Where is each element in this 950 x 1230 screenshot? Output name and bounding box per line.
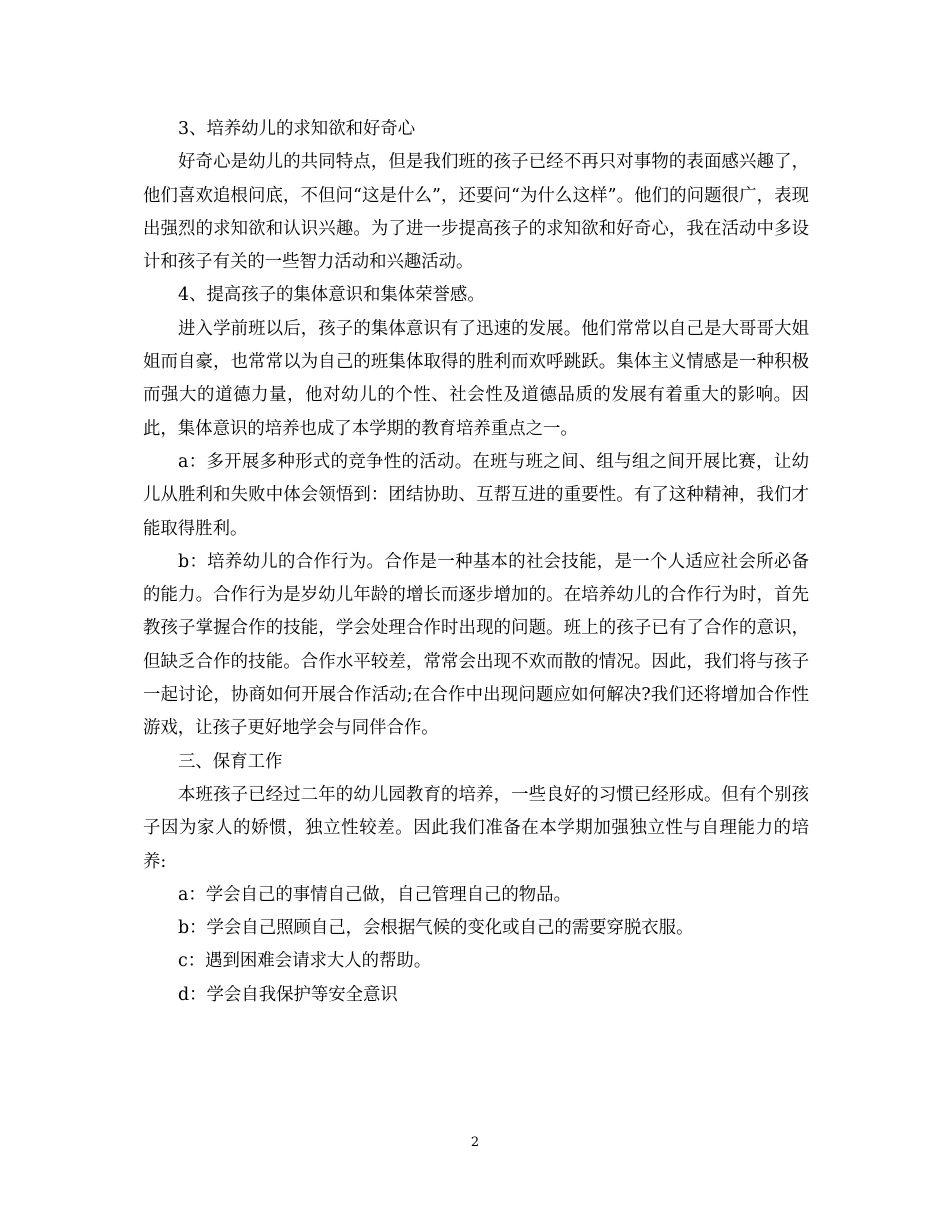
document-body: [143, 113, 809, 1012]
item-b-self-care: b：学会自己照顾自己，会根据气候的变化或自己的需要穿脱衣服。: [178, 918, 694, 939]
item-b-cooperation: b：培养幼儿的合作行为。合作是一种基本的社会技能，是一个人适应社会所必备的能力。合作行为是岁幼儿年龄的增长而逐步增加的。在培养幼儿的合作行为时，首先教孩子掌握合作的技能，学会处理合作时出现的问题。班上的孩子已有了合作的意识，但缺乏合作的技能。合作水平较差，常常会出现不欢而散的情况。因此，我们将与孩子一起讨论，协商如何开展合作活动;在合作中出现问题应如何解决?我们还将增加合作性游戏，让孩子更好地学会与同伴合作。: [143, 551, 809, 739]
item-a-competition: a：多开展多种形式的竞争性的活动。在班与班之间、组与组之间开展比赛，让幼儿从胜利和失败中体会领悟到：团结协助、互帮互进的重要性。有了这种精神，我们才能取得胜利。: [143, 451, 809, 539]
page-number: 2: [470, 1135, 480, 1150]
item-d-safety: d：学会自我保护等安全意识: [178, 984, 398, 1005]
item-c-ask-help: c：遇到困难会请求大人的帮助。: [178, 951, 432, 972]
paragraph-care-work: 本班孩子已经过二年的幼儿园教育的培养，一些良好的习惯已经形成。但有个别孩子因为家人的娇惯，独立性较差。因此我们准备在本学期加强独立性与自理能力的培养:: [143, 784, 809, 872]
heading-curiosity: 3、培养幼儿的求知欲和好奇心: [178, 119, 416, 139]
paragraph-curiosity: 好奇心是幼儿的共同特点，但是我们班的孩子已经不再只对事物的表面感兴趣了，他们喜欢追根问底，不但问“这是什么”，还要问“为什么这样”。他们的问题很广，表现出强烈的求知欲和认识兴趣。为了进一步提高孩子的求知欲和好奇心，我在活动中多设计和孩子有关的一些智力活动和兴趣活动。: [143, 152, 809, 273]
heading-care-work: 三、保育工作: [178, 751, 283, 772]
paragraph-collective-awareness: 进入学前班以后，孩子的集体意识有了迅速的发展。他们常常以自己是大哥哥大姐姐而自豪，也常常以为自己的班集体取得的胜利而欢呼跳跃。集体主义情感是一种积极而强大的道德力量，他对幼儿的个性、社会性及道德品质的发展有着重大的影响。因此，集体意识的培养也成了本学期的教育培养重点之一。: [143, 318, 809, 439]
heading-collective-awareness: 4、提高孩子的集体意识和集体荣誉感。: [178, 285, 485, 306]
item-a-self-management: a：学会自己的事情自己做，自己管理自己的物品。: [178, 884, 571, 905]
